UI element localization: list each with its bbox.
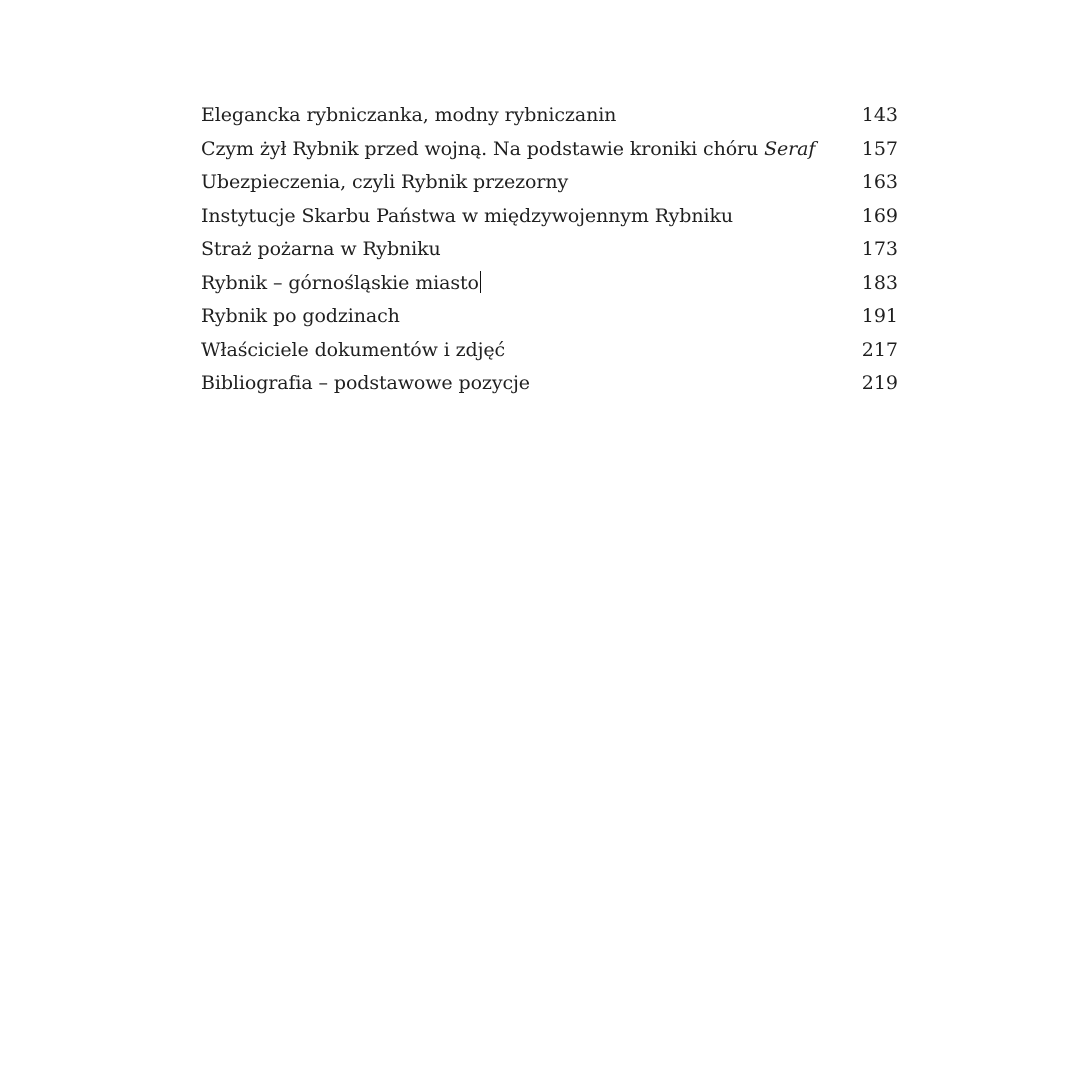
- toc-entry-title[interactable]: Czym żył Rybnik przed wojną. Na podstawie kroniki chóru Seraf: [201, 137, 816, 160]
- toc-entry-title[interactable]: Rybnik po godzinach: [201, 305, 400, 327]
- toc-entry[interactable]: [201, 200, 898, 234]
- toc-entry-title[interactable]: Ubezpieczenia, czyli Rybnik przezorny: [201, 171, 569, 193]
- toc-entry[interactable]: [201, 334, 898, 368]
- toc-entry-page: 191: [861, 305, 898, 327]
- toc-entry-title[interactable]: Bibliografia – podstawowe pozycje: [201, 372, 530, 394]
- toc-entry[interactable]: [201, 367, 898, 401]
- toc-entry[interactable]: [201, 133, 898, 167]
- table-of-contents: [201, 99, 898, 401]
- toc-entry[interactable]: [201, 267, 898, 301]
- toc-entry[interactable]: [201, 166, 898, 200]
- toc-entry[interactable]: [201, 233, 898, 267]
- toc-entry-title-italic: Seraf: [764, 137, 816, 160]
- toc-entry-page: 143: [861, 104, 898, 126]
- toc-entry-title[interactable]: Rybnik – górnośląskie miasto: [201, 267, 481, 301]
- toc-entry-page: 173: [861, 238, 898, 260]
- toc-entry-page: 219: [861, 372, 898, 394]
- toc-entry-page: 183: [861, 271, 898, 294]
- text-cursor: [480, 271, 482, 293]
- toc-entry-page: 163: [861, 171, 898, 193]
- toc-entry-title[interactable]: Instytucje Skarbu Państwa w międzywojennym Rybniku: [201, 204, 734, 227]
- toc-entry-title[interactable]: Straż pożarna w Rybniku: [201, 238, 441, 260]
- toc-entry-page: 157: [861, 137, 898, 160]
- toc-entry[interactable]: [201, 300, 898, 334]
- toc-entry-title[interactable]: Właściciele dokumentów i zdjęć: [201, 338, 506, 361]
- toc-entry-page: 217: [861, 338, 898, 361]
- toc-entry[interactable]: [201, 99, 898, 133]
- toc-entry-page: 169: [861, 204, 898, 227]
- toc-entry-title[interactable]: Elegancka rybniczanka, modny rybniczanin: [201, 104, 617, 126]
